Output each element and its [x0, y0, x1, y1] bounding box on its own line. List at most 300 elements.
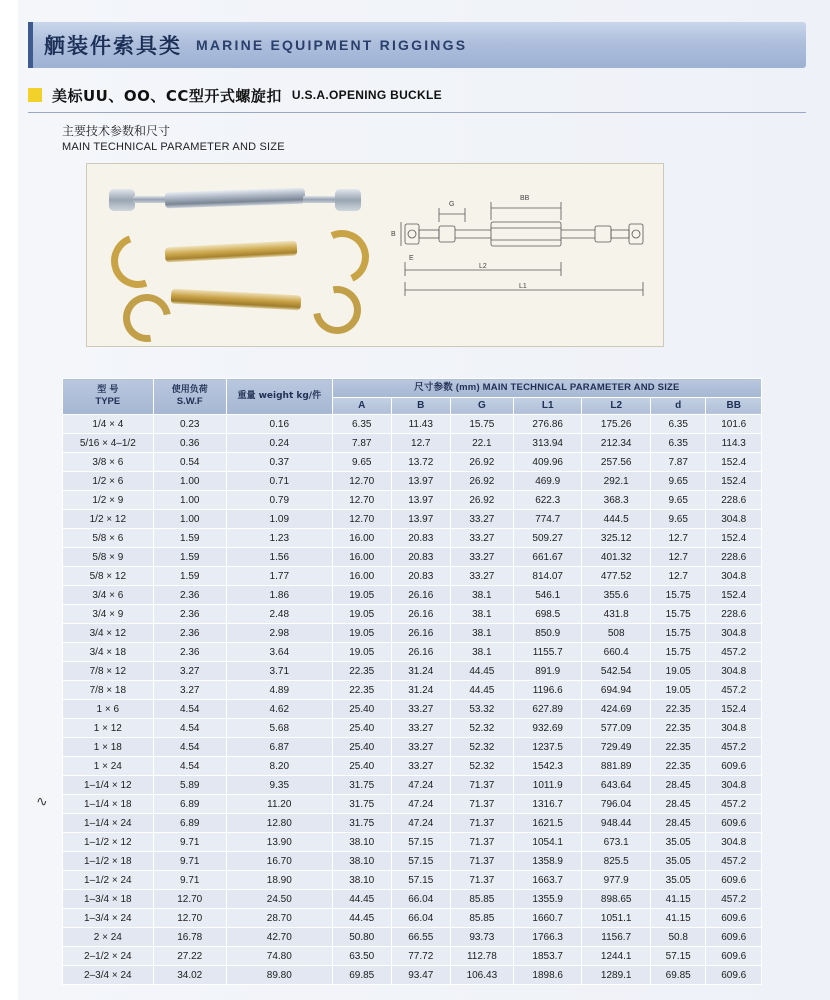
- cell-type: 1–3/4 × 24: [63, 909, 154, 928]
- cell-l1: 313.94: [513, 434, 581, 453]
- cell-type: 1–1/2 × 18: [63, 852, 154, 871]
- cell-bb: 304.8: [706, 510, 762, 529]
- cell-b: 66.04: [391, 890, 450, 909]
- cell-l1: 1011.9: [513, 776, 581, 795]
- cell-bb: 228.6: [706, 605, 762, 624]
- cell-l2: 257.56: [582, 453, 650, 472]
- table-row: [63, 947, 762, 966]
- cell-l1: 1621.5: [513, 814, 581, 833]
- cell-weight: 6.87: [226, 738, 332, 757]
- table-row: [63, 757, 762, 776]
- table-row: [63, 529, 762, 548]
- cell-d: 19.05: [650, 662, 706, 681]
- cell-l1: 276.86: [513, 415, 581, 434]
- cell-a: 7.87: [332, 434, 391, 453]
- cell-l2: 431.8: [582, 605, 650, 624]
- cell-a: 38.10: [332, 852, 391, 871]
- cell-l2: 325.12: [582, 529, 650, 548]
- col-g: G: [450, 397, 513, 415]
- cell-l1: 774.7: [513, 510, 581, 529]
- cell-swf: 2.36: [153, 643, 226, 662]
- cell-weight: 1.77: [226, 567, 332, 586]
- cell-a: 12.70: [332, 510, 391, 529]
- cell-l2: 212.34: [582, 434, 650, 453]
- cell-l1: 1853.7: [513, 947, 581, 966]
- cell-a: 12.70: [332, 472, 391, 491]
- cell-l1: 622.3: [513, 491, 581, 510]
- cell-swf: 16.78: [153, 928, 226, 947]
- cell-g: 26.92: [450, 453, 513, 472]
- cell-b: 93.47: [391, 966, 450, 985]
- cell-weight: 2.98: [226, 624, 332, 643]
- cell-a: 16.00: [332, 548, 391, 567]
- cell-d: 15.75: [650, 624, 706, 643]
- cell-g: 106.43: [450, 966, 513, 985]
- diagram-label-g: G: [449, 201, 455, 208]
- cell-weight: 4.89: [226, 681, 332, 700]
- cell-l1: 932.69: [513, 719, 581, 738]
- cell-a: 44.45: [332, 890, 391, 909]
- cell-a: 63.50: [332, 947, 391, 966]
- cell-bb: 304.8: [706, 567, 762, 586]
- cell-l1: 1542.3: [513, 757, 581, 776]
- cell-b: 26.16: [391, 624, 450, 643]
- cell-swf: 1.59: [153, 567, 226, 586]
- table-row: [63, 852, 762, 871]
- subtitle-en: U.S.A.OPENING BUCKLE: [291, 88, 442, 102]
- cell-g: 38.1: [450, 624, 513, 643]
- cell-d: 19.05: [650, 681, 706, 700]
- cell-type: 1/2 × 9: [63, 491, 154, 510]
- cell-bb: 152.4: [706, 529, 762, 548]
- cell-a: 50.80: [332, 928, 391, 947]
- cell-l1: 1355.9: [513, 890, 581, 909]
- cell-d: 22.35: [650, 738, 706, 757]
- cell-l1: 1898.6: [513, 966, 581, 985]
- cell-swf: 6.89: [153, 814, 226, 833]
- cell-g: 33.27: [450, 567, 513, 586]
- cell-weight: 13.90: [226, 833, 332, 852]
- cell-type: 3/4 × 9: [63, 605, 154, 624]
- cell-l1: 1660.7: [513, 909, 581, 928]
- cell-weight: 4.62: [226, 700, 332, 719]
- cell-b: 20.83: [391, 529, 450, 548]
- cell-bb: 228.6: [706, 491, 762, 510]
- cell-l1: 1054.1: [513, 833, 581, 852]
- cell-l1: 1196.6: [513, 681, 581, 700]
- cell-l2: 825.5: [582, 852, 650, 871]
- table-row: [63, 719, 762, 738]
- col-group-dimensions: 尺寸参数 (mm) MAIN TECHNICAL PARAMETER AND SIZE: [332, 379, 761, 398]
- cell-d: 69.85: [650, 966, 706, 985]
- cell-l1: 1237.5: [513, 738, 581, 757]
- cell-l2: 694.94: [582, 681, 650, 700]
- cell-l2: 477.52: [582, 567, 650, 586]
- cell-bb: 304.8: [706, 776, 762, 795]
- cell-b: 26.16: [391, 586, 450, 605]
- col-l2: L2: [582, 397, 650, 415]
- cell-bb: 457.2: [706, 795, 762, 814]
- cell-b: 33.27: [391, 700, 450, 719]
- table-row: [63, 909, 762, 928]
- cell-d: 35.05: [650, 852, 706, 871]
- cell-weight: 89.80: [226, 966, 332, 985]
- cell-weight: 9.35: [226, 776, 332, 795]
- cell-g: 112.78: [450, 947, 513, 966]
- cell-d: 6.35: [650, 434, 706, 453]
- col-type: 型 号 TYPE: [63, 379, 154, 415]
- cell-weight: 24.50: [226, 890, 332, 909]
- table-row: [63, 814, 762, 833]
- cell-type: 7/8 × 12: [63, 662, 154, 681]
- cell-b: 13.97: [391, 472, 450, 491]
- table-row: [63, 738, 762, 757]
- cell-weight: 0.16: [226, 415, 332, 434]
- cell-weight: 0.24: [226, 434, 332, 453]
- cell-weight: 11.20: [226, 795, 332, 814]
- cell-d: 12.7: [650, 567, 706, 586]
- table-row: [63, 662, 762, 681]
- cell-b: 57.15: [391, 833, 450, 852]
- cell-d: 9.65: [650, 510, 706, 529]
- cell-weight: 1.56: [226, 548, 332, 567]
- cell-type: 1–3/4 × 18: [63, 890, 154, 909]
- cell-g: 71.37: [450, 814, 513, 833]
- cell-bb: 609.6: [706, 814, 762, 833]
- cell-bb: 304.8: [706, 833, 762, 852]
- cell-d: 35.05: [650, 871, 706, 890]
- cell-bb: 101.6: [706, 415, 762, 434]
- cell-l2: 1156.7: [582, 928, 650, 947]
- table-row: [63, 871, 762, 890]
- cell-a: 38.10: [332, 833, 391, 852]
- cell-weight: 18.90: [226, 871, 332, 890]
- jaw-jaw-turnbuckle-photo: [107, 182, 365, 216]
- cell-a: 25.40: [332, 719, 391, 738]
- cell-swf: 4.54: [153, 719, 226, 738]
- cell-b: 77.72: [391, 947, 450, 966]
- cell-g: 53.32: [450, 700, 513, 719]
- table-row: [63, 624, 762, 643]
- cell-l2: 948.44: [582, 814, 650, 833]
- cell-a: 9.65: [332, 453, 391, 472]
- cell-d: 22.35: [650, 700, 706, 719]
- cell-swf: 9.71: [153, 852, 226, 871]
- section-subtitle: [28, 80, 806, 110]
- table-row: [63, 415, 762, 434]
- cell-d: 12.7: [650, 529, 706, 548]
- table-row: [63, 776, 762, 795]
- cell-a: 19.05: [332, 586, 391, 605]
- cell-l1: 1155.7: [513, 643, 581, 662]
- cell-l2: 444.5: [582, 510, 650, 529]
- cell-d: 35.05: [650, 833, 706, 852]
- cell-d: 15.75: [650, 643, 706, 662]
- cell-swf: 4.54: [153, 757, 226, 776]
- cell-bb: 457.2: [706, 738, 762, 757]
- cell-l1: 661.67: [513, 548, 581, 567]
- cell-g: 22.1: [450, 434, 513, 453]
- table-row: [63, 928, 762, 947]
- cell-l1: 814.07: [513, 567, 581, 586]
- cell-b: 13.97: [391, 510, 450, 529]
- cell-type: 3/4 × 18: [63, 643, 154, 662]
- cell-g: 33.27: [450, 548, 513, 567]
- col-b: B: [391, 397, 450, 415]
- cell-g: 38.1: [450, 586, 513, 605]
- spec-table-body: [63, 415, 762, 985]
- cell-swf: 9.71: [153, 833, 226, 852]
- cell-type: 1–1/4 × 18: [63, 795, 154, 814]
- cell-a: 19.05: [332, 624, 391, 643]
- table-row: [63, 567, 762, 586]
- bullet-square-icon: [28, 88, 42, 102]
- cell-swf: 0.36: [153, 434, 226, 453]
- cell-g: 71.37: [450, 795, 513, 814]
- cell-bb: 457.2: [706, 890, 762, 909]
- cell-bb: 609.6: [706, 966, 762, 985]
- cell-swf: 5.89: [153, 776, 226, 795]
- cell-g: 52.32: [450, 757, 513, 776]
- turnbuckle-dimension-diagram: [387, 164, 663, 346]
- cell-l2: 542.54: [582, 662, 650, 681]
- cell-type: 7/8 × 18: [63, 681, 154, 700]
- technical-drawing: [387, 164, 663, 346]
- cell-swf: 2.36: [153, 605, 226, 624]
- cell-g: 52.32: [450, 738, 513, 757]
- cell-weight: 16.70: [226, 852, 332, 871]
- cell-l2: 673.1: [582, 833, 650, 852]
- cell-l2: 175.26: [582, 415, 650, 434]
- cell-l2: 292.1: [582, 472, 650, 491]
- cell-d: 22.35: [650, 719, 706, 738]
- cell-a: 19.05: [332, 605, 391, 624]
- cell-bb: 304.8: [706, 624, 762, 643]
- divider: [28, 112, 806, 113]
- table-row: [63, 491, 762, 510]
- cell-type: 1 × 24: [63, 757, 154, 776]
- cell-weight: 42.70: [226, 928, 332, 947]
- cell-l2: 881.89: [582, 757, 650, 776]
- cell-l2: 1244.1: [582, 947, 650, 966]
- table-row: [63, 434, 762, 453]
- cell-type: 1 × 6: [63, 700, 154, 719]
- cell-weight: 28.70: [226, 909, 332, 928]
- diagram-label-bb: BB: [520, 195, 530, 202]
- cell-d: 6.35: [650, 415, 706, 434]
- table-row: [63, 890, 762, 909]
- cell-g: 38.1: [450, 643, 513, 662]
- cell-swf: 3.27: [153, 681, 226, 700]
- cell-d: 28.45: [650, 795, 706, 814]
- cell-d: 22.35: [650, 757, 706, 776]
- cell-d: 28.45: [650, 814, 706, 833]
- col-weight: 重量 weight kg/件: [226, 379, 332, 415]
- table-row: [63, 472, 762, 491]
- spec-table: [62, 378, 762, 985]
- diagram-label-e: E: [409, 255, 414, 262]
- cell-a: 16.00: [332, 529, 391, 548]
- cell-swf: 1.59: [153, 529, 226, 548]
- cell-weight: 12.80: [226, 814, 332, 833]
- cell-g: 93.73: [450, 928, 513, 947]
- cell-a: 22.35: [332, 681, 391, 700]
- cell-weight: 1.23: [226, 529, 332, 548]
- cell-b: 26.16: [391, 643, 450, 662]
- product-photos: [87, 164, 387, 346]
- cell-bb: 457.2: [706, 852, 762, 871]
- cell-l2: 424.69: [582, 700, 650, 719]
- cell-b: 47.24: [391, 814, 450, 833]
- cell-l1: 698.5: [513, 605, 581, 624]
- cell-b: 11.43: [391, 415, 450, 434]
- cell-bb: 114.3: [706, 434, 762, 453]
- cell-g: 38.1: [450, 605, 513, 624]
- cell-g: 52.32: [450, 719, 513, 738]
- cell-type: 1–1/2 × 24: [63, 871, 154, 890]
- cell-l2: 1289.1: [582, 966, 650, 985]
- cell-bb: 457.2: [706, 643, 762, 662]
- tech-label-en: MAIN TECHNICAL PARAMETER AND SIZE: [62, 141, 285, 153]
- table-row: [63, 453, 762, 472]
- cell-swf: 4.54: [153, 700, 226, 719]
- cell-bb: 152.4: [706, 700, 762, 719]
- cell-a: 31.75: [332, 814, 391, 833]
- cell-l2: 401.32: [582, 548, 650, 567]
- col-a: A: [332, 397, 391, 415]
- table-row: [63, 966, 762, 985]
- cell-a: 12.70: [332, 491, 391, 510]
- cell-l1: 409.96: [513, 453, 581, 472]
- cell-swf: 12.70: [153, 890, 226, 909]
- subtitle-cn: 美标UU、OO、CC型开式螺旋扣: [52, 86, 282, 105]
- cell-type: 5/8 × 6: [63, 529, 154, 548]
- cell-a: 31.75: [332, 795, 391, 814]
- cell-b: 33.27: [391, 757, 450, 776]
- cell-weight: 1.09: [226, 510, 332, 529]
- cell-weight: 0.79: [226, 491, 332, 510]
- spec-table-container: [62, 378, 762, 985]
- cell-a: 22.35: [332, 662, 391, 681]
- table-row: [63, 586, 762, 605]
- cell-b: 66.55: [391, 928, 450, 947]
- table-row: [63, 700, 762, 719]
- cell-swf: 0.23: [153, 415, 226, 434]
- cell-weight: 3.71: [226, 662, 332, 681]
- cell-d: 12.7: [650, 548, 706, 567]
- cell-type: 3/4 × 6: [63, 586, 154, 605]
- cell-bb: 228.6: [706, 548, 762, 567]
- cell-type: 5/8 × 12: [63, 567, 154, 586]
- cell-a: 16.00: [332, 567, 391, 586]
- cell-l1: 1766.3: [513, 928, 581, 947]
- cell-l2: 577.09: [582, 719, 650, 738]
- cell-a: 19.05: [332, 643, 391, 662]
- cell-weight: 0.71: [226, 472, 332, 491]
- cell-l1: 469.9: [513, 472, 581, 491]
- col-swf: 使用负荷 S.W.F: [153, 379, 226, 415]
- cell-type: 1 × 18: [63, 738, 154, 757]
- cell-bb: 609.6: [706, 928, 762, 947]
- cell-l1: 627.89: [513, 700, 581, 719]
- table-row: [63, 548, 762, 567]
- cell-l2: 796.04: [582, 795, 650, 814]
- cell-l2: 898.65: [582, 890, 650, 909]
- cell-a: 25.40: [332, 757, 391, 776]
- cell-g: 33.27: [450, 529, 513, 548]
- cell-type: 1 × 12: [63, 719, 154, 738]
- cell-b: 66.04: [391, 909, 450, 928]
- cell-a: 44.45: [332, 909, 391, 928]
- cell-l1: 1663.7: [513, 871, 581, 890]
- cell-b: 31.24: [391, 681, 450, 700]
- table-row: [63, 605, 762, 624]
- cell-l2: 355.6: [582, 586, 650, 605]
- col-bb: BB: [706, 397, 762, 415]
- cell-l1: 891.9: [513, 662, 581, 681]
- cell-bb: 457.2: [706, 681, 762, 700]
- cell-l1: 1358.9: [513, 852, 581, 871]
- cell-b: 47.24: [391, 795, 450, 814]
- cell-type: 5/8 × 9: [63, 548, 154, 567]
- cell-swf: 2.36: [153, 586, 226, 605]
- cell-bb: 152.4: [706, 472, 762, 491]
- cell-d: 15.75: [650, 586, 706, 605]
- cell-d: 57.15: [650, 947, 706, 966]
- cell-swf: 12.70: [153, 909, 226, 928]
- cell-b: 20.83: [391, 567, 450, 586]
- cell-d: 41.15: [650, 890, 706, 909]
- cell-bb: 152.4: [706, 453, 762, 472]
- cell-type: 1–1/4 × 12: [63, 776, 154, 795]
- cell-b: 31.24: [391, 662, 450, 681]
- cell-bb: 304.8: [706, 719, 762, 738]
- header-title-en: MARINE EQUIPMENT RIGGINGS: [196, 37, 468, 53]
- diagram-label-l2: L2: [479, 263, 487, 270]
- col-l1: L1: [513, 397, 581, 415]
- cell-g: 15.75: [450, 415, 513, 434]
- cell-d: 7.87: [650, 453, 706, 472]
- handwritten-mark: ∿: [36, 793, 48, 809]
- diagram-label-b: B: [391, 231, 396, 238]
- cell-l1: 1316.7: [513, 795, 581, 814]
- cell-swf: 4.54: [153, 738, 226, 757]
- cell-g: 26.92: [450, 472, 513, 491]
- cell-b: 57.15: [391, 852, 450, 871]
- table-row: [63, 795, 762, 814]
- cell-type: 1/4 × 4: [63, 415, 154, 434]
- cell-weight: 0.37: [226, 453, 332, 472]
- cell-type: 1–1/4 × 24: [63, 814, 154, 833]
- cell-type: 1/2 × 12: [63, 510, 154, 529]
- cell-l1: 509.27: [513, 529, 581, 548]
- cell-g: 44.45: [450, 662, 513, 681]
- cell-l2: 729.49: [582, 738, 650, 757]
- cell-l2: 977.9: [582, 871, 650, 890]
- diagram-label-l1: L1: [519, 283, 527, 290]
- tech-label-cn: 主要技术参数和尺寸: [62, 124, 171, 138]
- cell-bb: 609.6: [706, 757, 762, 776]
- eye-eye-turnbuckle-photo: [117, 284, 367, 332]
- cell-a: 25.40: [332, 700, 391, 719]
- header-title-cn: 舾装件索具类: [44, 34, 182, 58]
- cell-type: 1/2 × 6: [63, 472, 154, 491]
- cell-g: 71.37: [450, 871, 513, 890]
- cell-l2: 660.4: [582, 643, 650, 662]
- cell-d: 9.65: [650, 491, 706, 510]
- cell-b: 33.27: [391, 738, 450, 757]
- cell-g: 71.37: [450, 833, 513, 852]
